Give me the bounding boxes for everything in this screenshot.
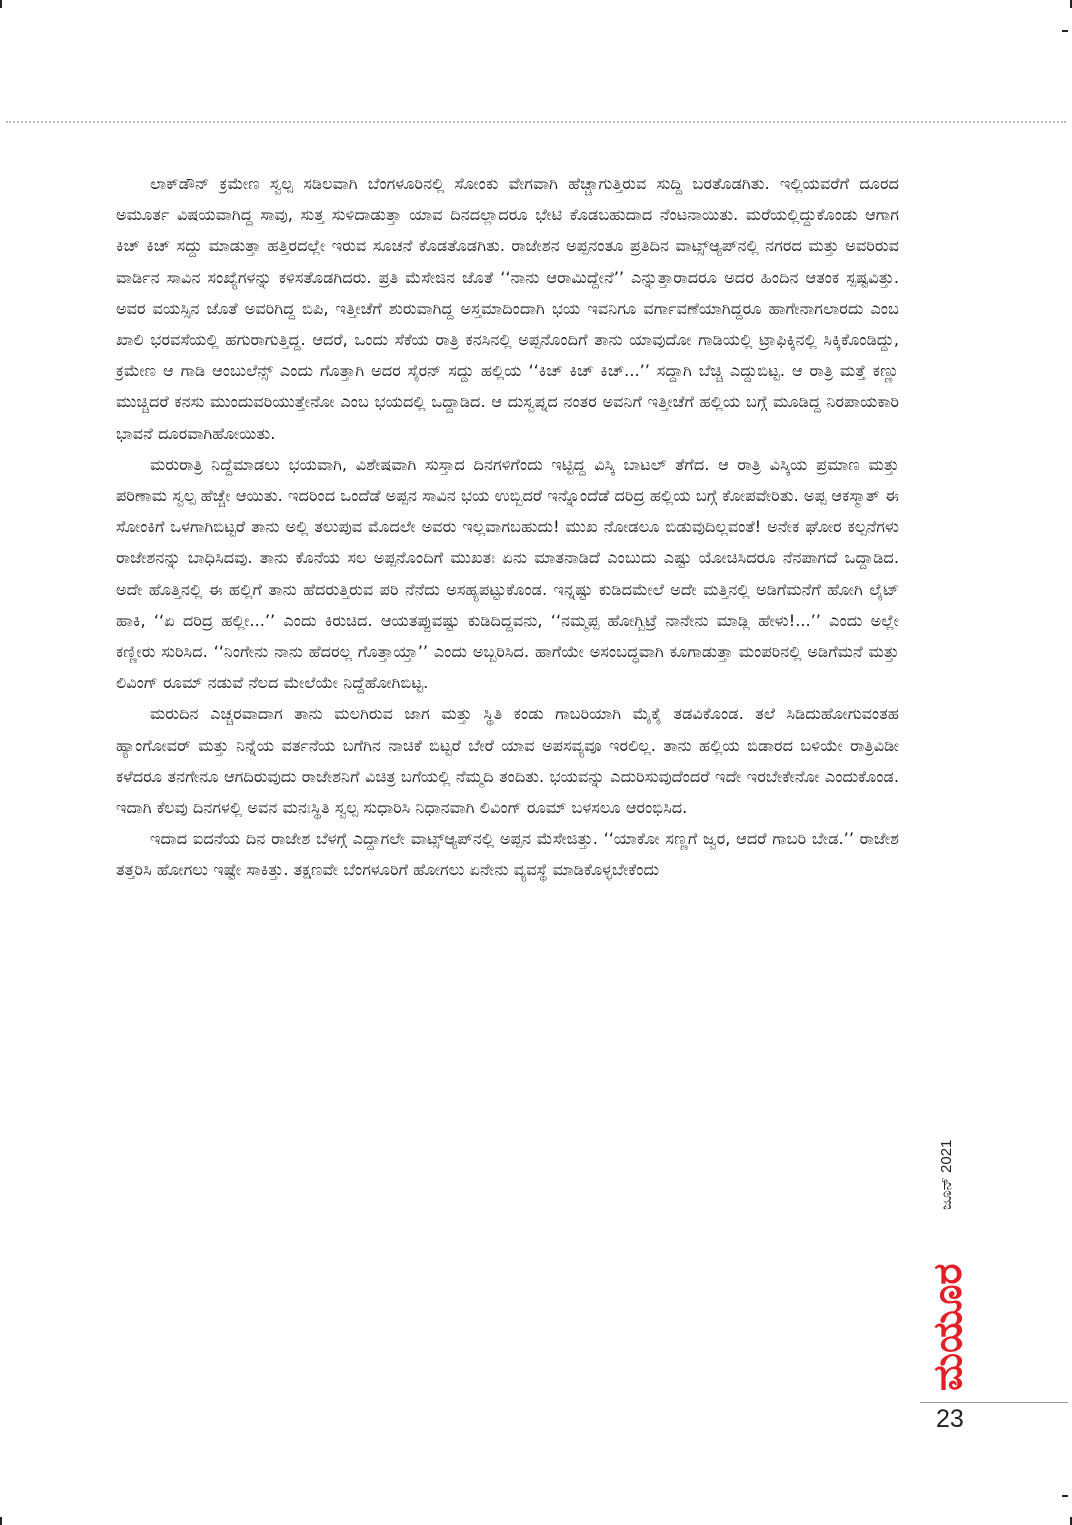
paragraph: ಲಾಕ್‌ಡೌನ್ ಕ್ರಮೇಣ ಸ್ವಲ್ಪ ಸಡಿಲವಾಗಿ ಬೆಂಗಳೂರಿನಲ್ಲಿ ಸೋಂಕು ವೇಗವಾಗಿ ಹೆಚ್ಚಾಗುತ್ತಿರುವ ಸುದ್ದಿ ಬರತೊಡಗಿತು. ಇಲ್ಲಿಯವರೆಗೆ ದೂರದ ಅಮೂರ್ತ ವಿಷಯವಾಗಿದ್ದ ಸಾವು, ಸುತ್ತ ಸುಳಿದಾಡುತ್ತಾ ಯಾವ ದಿನದಲ್ಲಾದರೂ ಭೇಟಿ ಕೊಡಬಹುದಾದ ನೆಂಟನಾಯಿತು. ಮರೆಯಲ್ಲಿದ್ದುಕೊಂಡು ಆಗಾಗ ಕಿಚ್ ಕಿಚ್ ಸದ್ದು ಮಾಡುತ್ತಾ ಹತ್ತಿರದಲ್ಲೇ ಇರುವ ಸೂಚನೆ ಕೊಡತೊಡಗಿತು. ರಾಜೇಶನ ಅಪ್ಪನಂತೂ ಪ್ರತಿದಿನ ವಾಟ್ಸ್‌ಆ್ಯಪ್‌ನಲ್ಲಿ ನಗರದ ಮತ್ತು ಅವರಿರುವ ವಾರ್ಡಿನ ಸಾವಿನ ಸಂಖ್ಯೆಗಳನ್ನು ಕಳಿಸತೊಡಗಿದರು. ಪ್ರತಿ ಮೆಸೇಜಿನ ಜೊತೆ ‘‘ನಾನು ಆರಾಮಿದ್ದೇನೆ’’ ಎನ್ನುತ್ತಾರಾದರೂ ಅದರ ಹಿಂದಿನ ಆತಂಕ ಸ್ಪಷ್ಟವಿತ್ತು. ಅವರ ವಯಸ್ಸಿನ ಜೊತೆ ಅವರಿಗಿದ್ದ ಬಿಪಿ, ಇತ್ತೀಚೆಗೆ ಶುರುವಾಗಿದ್ದ ಅಸ್ತಮಾದಿಂದಾಗಿ ಭಯ ಇವನಿಗೂ ವರ್ಗಾವಣೆಯಾಗಿದ್ದರೂ ಹಾಗೇನಾಗಲಾರದು ಎಂಬ ಖಾಲಿ ಭರವಸೆಯಲ್ಲಿ ಹಗುರಾಗುತ್ತಿದ್ದ. ಆದರೆ, ಒಂದು ಸೆಕೆಯ ರಾತ್ರಿ ಕನಸಿನಲ್ಲಿ ಅಪ್ಪನೊಂದಿಗೆ ತಾನು ಯಾವುದೋ ಗಾಡಿಯಲ್ಲಿ ಟ್ರಾಫಿಕ್ಕಿನಲ್ಲಿ ಸಿಕ್ಕಿಕೊಂಡಿದ್ದು, ಕ್ರಮೇಣ ಆ ಗಾಡಿ ಆಂಬುಲೆನ್ಸ್ ಎಂದು ಗೊತ್ತಾಗಿ ಅದರ ಸೈರನ್ ಸದ್ದು ಹಲ್ಲಿಯ ‘‘ಕಿಚ್ ಕಿಚ್ ಕಿಚ್...’’ ಸದ್ದಾಗಿ ಬೆಚ್ಚಿ ಎದ್ದುಬಿಟ್ಟ. ಆ ರಾತ್ರಿ ಮತ್ತೆ ಕಣ್ಣು ಮುಚ್ಚಿದರೆ ಕನಸು ಮುಂದುವರಿಯುತ್ತೇನೋ ಎಂಬ ಭಯದಲ್ಲಿ ಒದ್ದಾಡಿದ. ಆ ದುಸ್ವಪ್ನದ ನಂತರ ಅವನಿಗೆ ಇತ್ತೀಚೆಗೆ ಹಲ್ಲಿಯ ಬಗ್ಗೆ ಮೂಡಿದ್ದ ನಿರಪಾಯಕಾರಿ ಭಾವನೆ ದೂರವಾಗಿಹೋಯಿತು. xyxy=(116,174,899,443)
page-number: 23 xyxy=(936,1405,964,1433)
header-dotted-rule xyxy=(6,121,1066,123)
magazine-side-meta xyxy=(926,1110,986,1410)
article-body xyxy=(116,168,899,886)
crop-mark-bottom-left xyxy=(0,1517,2,1525)
crop-mark-bottom-right-horizontal xyxy=(1062,1495,1068,1497)
paragraph: ಇದಾದ ಐದನೆಯ ದಿನ ರಾಜೇಶ ಬೆಳಗ್ಗೆ ಎದ್ದಾಗಲೇ ವಾಟ್ಸ್‌ಆ್ಯಪ್‌ನಲ್ಲಿ ಅಪ್ಪನ ಮೆಸೇಜಿತ್ತು. ‘‘ಯಾಕೋ ಸಣ್ಣಗೆ ಜ್ವರ, ಆದರೆ ಗಾಬರಿ ಬೇಡ.’’ ರಾಜೇಶ ತತ್ತರಿಸಿ ಹೋಗಲು ಇಷ್ಟೇ ಸಾಕಿತ್ತು. ತಕ್ಷಣವೇ ಬೆಂಗಳೂರಿಗೆ ಹೋಗಲು ಏನೇನು ವ್ಯವಸ್ಥೆ ಮಾಡಿಕೊಳ್ಳಬೇಕೆಂದು xyxy=(116,829,899,880)
magazine-logo: ಮಯೂರ xyxy=(925,1263,971,1392)
paragraph: ಮರುರಾತ್ರಿ ನಿದ್ದೆಮಾಡಲು ಭಯವಾಗಿ, ವಿಶೇಷವಾಗಿ ಸುಸ್ತಾದ ದಿನಗಳಿಗೆಂದು ಇಟ್ಟಿದ್ದ ವಿಸ್ಕಿ ಬಾಟಲ್ ತೆಗೆದ. ಆ ರಾತ್ರಿ ವಿಸ್ಕಿಯ ಪ್ರಮಾಣ ಮತ್ತು ಪರಿಣಾಮ ಸ್ವಲ್ಪ ಹೆಚ್ಚೇ ಆಯಿತು. ಇದರಿಂದ ಒಂದೆಡೆ ಅಪ್ಪನ ಸಾವಿನ ಭಯ ಉಬ್ಬಿದರೆ ಇನ್ನೊಂದೆಡೆ ದರಿದ್ರ ಹಲ್ಲಿಯ ಬಗ್ಗೆ ಕೋಪವೇರಿತು. ಅಪ್ಪ ಆಕಸ್ಮಾತ್ ಈ ಸೋಂಕಿಗೆ ಒಳಗಾಗಿಬಿಟ್ಟರೆ ತಾನು ಅಲ್ಲಿ ತಲುಪುವ ಮೊದಲೇ ಅವರು ಇಲ್ಲವಾಗಬಹುದು! ಮುಖ ನೋಡಲೂ ಬಿಡುವುದಿಲ್ಲವಂತೆ! ಅನೇಕ ಘೋರ ಕಲ್ಪನೆಗಳು ರಾಜೇಶನನ್ನು ಬಾಧಿಸಿದವು. ತಾನು ಕೊನೆಯ ಸಲ ಅಪ್ಪನೊಂದಿಗೆ ಮುಖತಃ ಏನು ಮಾತನಾಡಿದೆ ಎಂಬುದು ಎಷ್ಟು ಯೋಚಿಸಿದರೂ ನೆನಪಾಗದೆ ಒದ್ದಾಡಿದ. ಅದೇ ಹೊತ್ತಿನಲ್ಲಿ ಈ ಹಲ್ಲಿಗೆ ತಾನು ಹೆದರುತ್ತಿರುವ ಪರಿ ನೆನೆದು ಅಸಹ್ಯಪಟ್ಟುಕೊಂಡ. ಇನ್ನಷ್ಟು ಕುಡಿದಮೇಲೆ ಅದೇ ಮತ್ತಿನಲ್ಲಿ ಅಡಿಗೆಮನೆಗೆ ಹೋಗಿ ಲೈಟ್ ಹಾಕಿ, ‘‘ಏ ದರಿದ್ರ ಹಲ್ಲೀ...’’ ಎಂದು ಕಿರುಚಿದ. ಆಯತಪ್ಪುವಷ್ಟು ಕುಡಿದಿದ್ದವನು, ‘‘ನಮ್ಮಪ್ಪ ಹೋಗ್ಬಿಟ್ರೆ ನಾನೇನು ಮಾಡ್ಲಿ ಹೇಳು!...’’ ಎಂದು ಅಲ್ಲೇ ಕಣ್ಣೀರು ಸುರಿಸಿದ. ‘‘ನಿಂಗೇನು ನಾನು ಹೆದರಲ್ಲ ಗೊತ್ತಾಯ್ತಾ’’ ಎಂದು ಅಬ್ಬರಿಸಿದ. ಹಾಗೆಯೇ ಅಸಂಬದ್ಧವಾಗಿ ಕೂಗಾಡುತ್ತಾ ಮಂಪರಿನಲ್ಲಿ ಅಡಿಗೆಮನೆ ಮತ್ತು ಲಿವಿಂಗ್ ರೂಮ್ ನಡುವೆ ನೆಲದ ಮೇಲೆಯೇ ನಿದ್ದೆಹೋಗಿಬಿಟ್ಟ. xyxy=(116,454,899,693)
issue-date: ಜೂನ್ 2021 xyxy=(938,1139,955,1210)
paragraph: ಮರುದಿನ ಎಚ್ಚರವಾದಾಗ ತಾನು ಮಲಗಿರುವ ಜಾಗ ಮತ್ತು ಸ್ಥಿತಿ ಕಂಡು ಗಾಬರಿಯಾಗಿ ಮೈಕೈ ತಡವಿಕೊಂಡ. ತಲೆ ಸಿಡಿದುಹೋಗುವಂತಹ ಹ್ಯಾಂಗೋವರ್ ಮತ್ತು ನಿನ್ನೆಯ ವರ್ತನೆಯ ಬಗೆಗಿನ ನಾಚಿಕೆ ಬಿಟ್ಟರೆ ಬೇರೆ ಯಾವ ಅಪಸವ್ಯವೂ ಇರಲಿಲ್ಲ. ತಾನು ಹಲ್ಲಿಯ ಬಿಡಾರದ ಬಳಿಯೇ ರಾತ್ರಿವಿಡೀ ಕಳೆದರೂ ತನಗೇನೂ ಆಗದಿರುವುದು ರಾಜೇಶನಿಗೆ ವಿಚಿತ್ರ ಬಗೆಯಲ್ಲಿ ನೆಮ್ಮದಿ ತಂದಿತು. ಭಯವನ್ನು ಎದುರಿಸುವುದೆಂದರೆ ಇದೇ ಇರಬೇಕೇನೋ ಎಂದುಕೊಂಡ. ಇದಾಗಿ ಕೆಲವು ದಿನಗಳಲ್ಲಿ ಅವನ ಮನಃಸ್ಥಿತಿ ಸ್ವಲ್ಪ ಸುಧಾರಿಸಿ ನಿಧಾನವಾಗಿ ಲಿವಿಂಗ್ ರೂಮ್ ಬಳಸಲೂ ಆರಂಭಿಸಿದ. xyxy=(116,704,899,818)
crop-mark-top-left xyxy=(0,0,2,8)
crop-mark-top-right-horizontal xyxy=(1062,30,1068,32)
page-number-rule xyxy=(920,1402,1068,1403)
